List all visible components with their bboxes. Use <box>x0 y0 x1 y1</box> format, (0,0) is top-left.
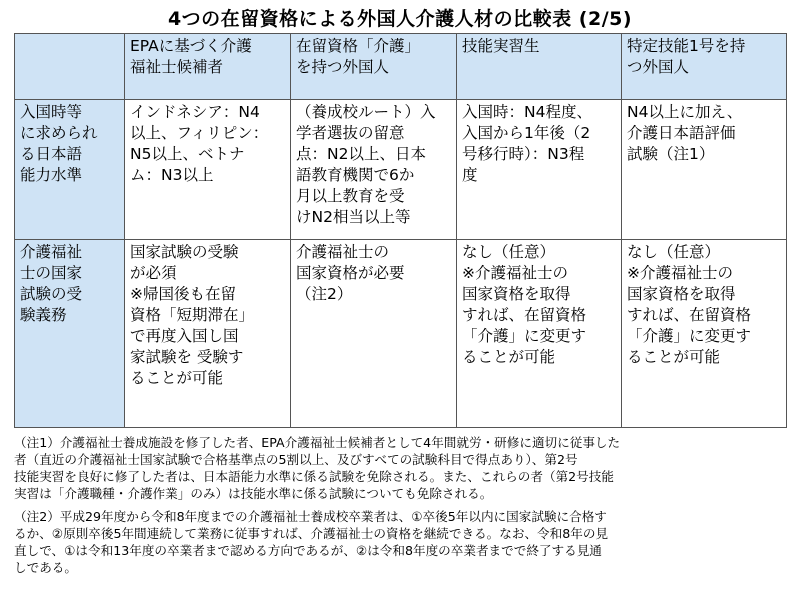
footnotes <box>14 434 786 582</box>
table-cell: 国家試験の受験 が必須 ※帰国後も在留 資格「短期滞在」 で再度入国し国 家試験を 受験す ることが可能 <box>125 240 291 428</box>
column-header-epa: EPAに基づく介護 福祉士候補者 <box>125 34 291 100</box>
table-cell: なし（任意） ※介護福祉士の 国家資格を取得 すれば、在留資格 「介護」に変更す ることが可能 <box>622 240 787 428</box>
table-cell: （養成校ルート）入 学者選抜の留意 点：N2以上、日本 語教育機関で6か 月以上教育を受 けN2相当以上等 <box>291 100 457 240</box>
table-cell: 入国時：N4程度、 入国から1年後（2 号移行時）：N3程 度 <box>457 100 622 240</box>
footnote-1: （注1）介護福祉士養成施設を修了した者、EPA介護福祉士候補者として4年間就労・研修に適切に従事した 者（直近の介護福祉士国家試験で合格基準点の5割以上、及びすべての試験科目で得点あり）、第2号 技能実習を良好に修了した者は、日本語能力水準に係る試験を免除される。また、これらの者（第2号技能 実習は「介護職種・介護作業」のみ）は技能水準に係る試験についても免除される。 <box>14 435 621 501</box>
column-header-specified-skilled: 特定技能1号を持 つ外国人 <box>622 34 787 100</box>
footnote-2: （注2）平成29年度から令和8年度までの介護福祉士養成校卒業者は、①卒後5年以内に国家試験に合格す るか、②原則卒後5年間連続して業務に従事すれば、介護福祉士の資格を継続できる。なお、令和8年の見 直しで、①は令和13年度の卒業者まで認める方向であるが、②は令和8年度の卒業者までで終了する見通 しである。 <box>14 509 609 575</box>
table-row <box>15 100 787 240</box>
row-header-exam-obligation: 介護福祉 士の国家 試験の受 験義務 <box>15 240 125 428</box>
column-header-kaigo-visa: 在留資格「介護」 を持つ外国人 <box>291 34 457 100</box>
column-header-technical-intern: 技能実習生 <box>457 34 622 100</box>
table-cell: N4以上に加え、 介護日本語評価 試験（注1） <box>622 100 787 240</box>
header-corner-cell <box>15 34 125 100</box>
table-cell: インドネシア：N4 以上、フィリピン： N5以上、ベトナ ム：N3以上 <box>125 100 291 240</box>
comparison-table <box>14 33 787 428</box>
row-header-japanese-level: 入国時等 に求められ る日本語 能力水準 <box>15 100 125 240</box>
table-cell: なし（任意） ※介護福祉士の 国家資格を取得 すれば、在留資格 「介護」に変更す ることが可能 <box>457 240 622 428</box>
table-cell: 介護福祉士の 国家資格が必要 （注2） <box>291 240 457 428</box>
table-row <box>15 240 787 428</box>
page-title: 4つの在留資格による外国人介護人材の比較表 (2/5) <box>167 8 633 30</box>
table-header-row <box>15 34 787 100</box>
